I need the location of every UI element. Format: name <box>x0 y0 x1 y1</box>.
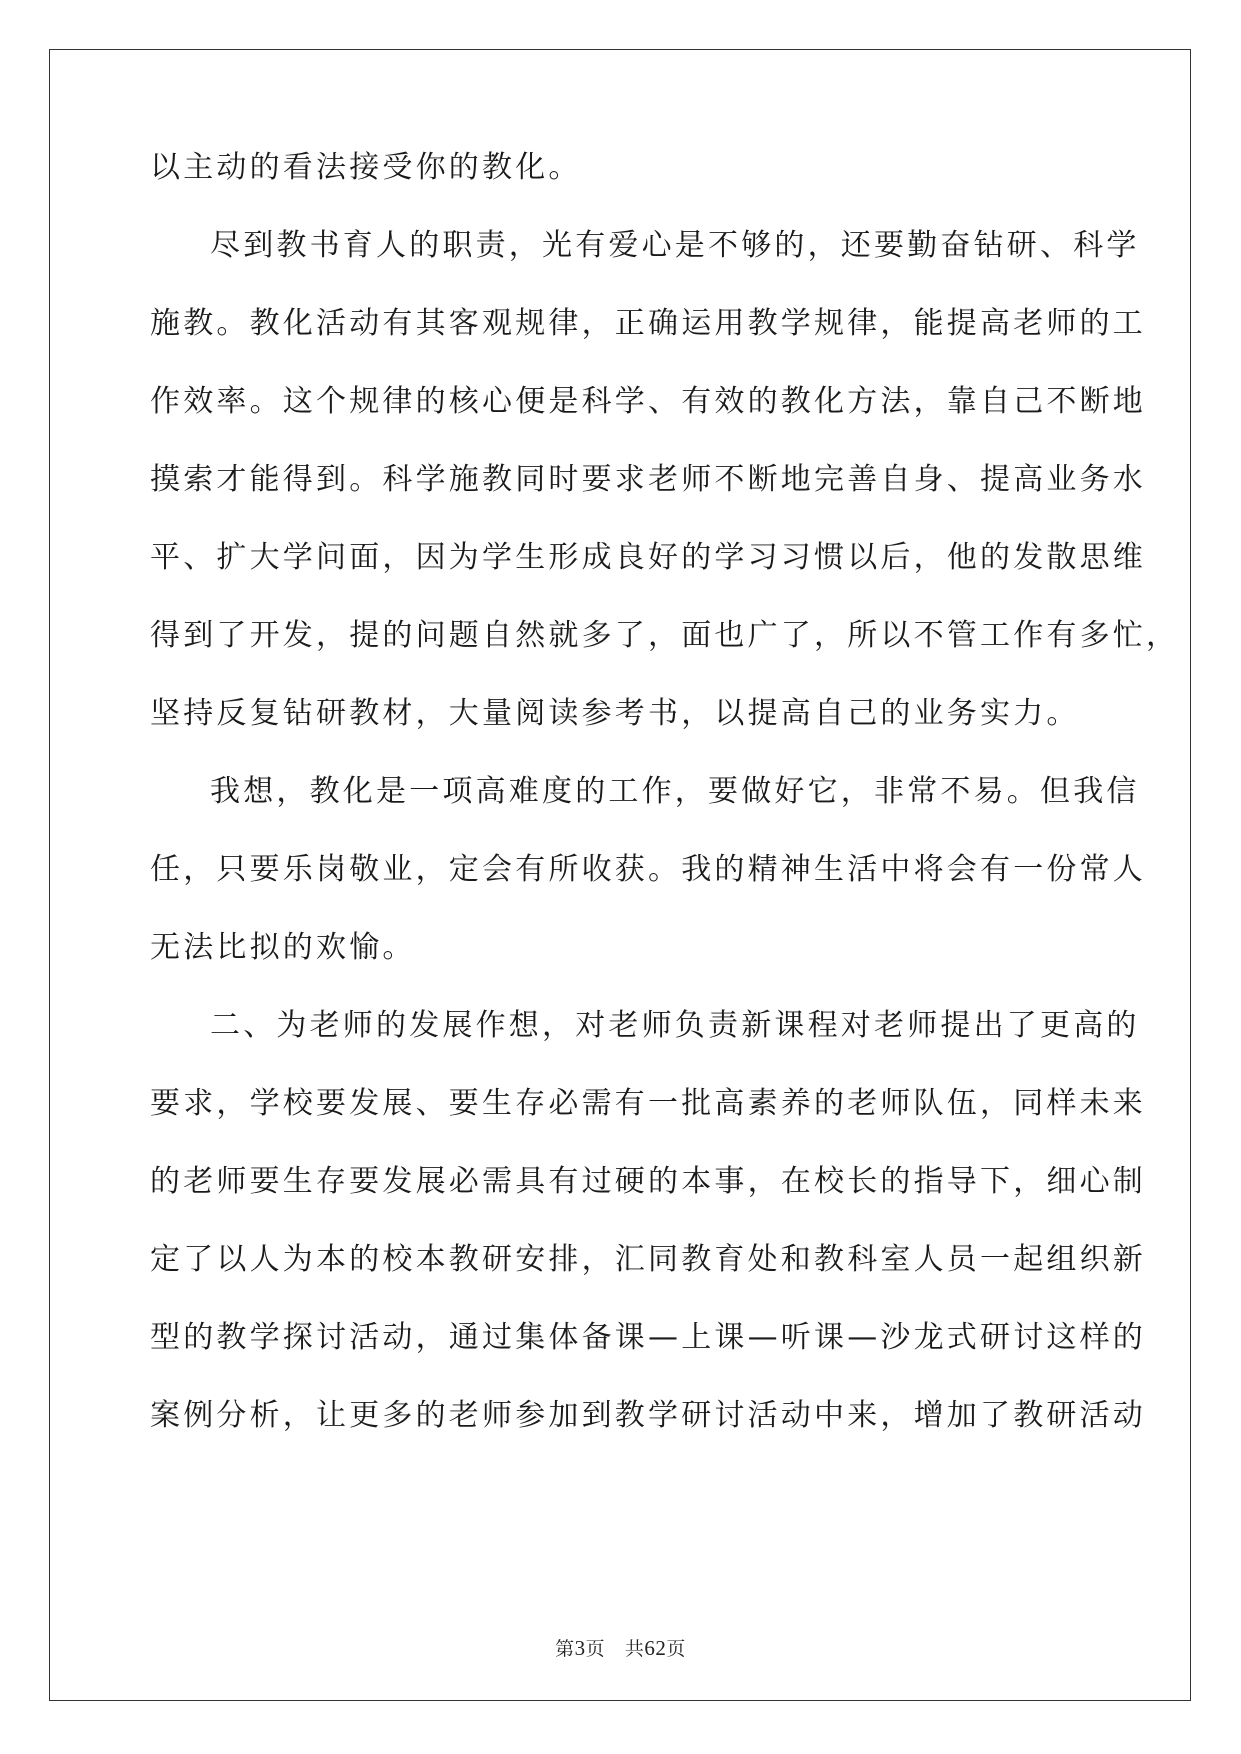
page-number: 3 <box>574 1636 586 1660</box>
text-line: 得到了开发，提的问题自然就多了，面也广了，所以不管工作有多忙， <box>150 618 1180 653</box>
text-line: 坚持反复钻研教材，大量阅读参考书，以提高自己的业务实力。 <box>150 696 1080 731</box>
text-line: 案例分析，让更多的老师参加到教学研讨活动中来，增加了教研活动 <box>150 1398 1146 1433</box>
text-line: 无法比拟的欢愉。 <box>150 930 416 965</box>
text-line: 尽到教书育人的职责，光有爱心是不够的，还要勤奋钻研、科学 <box>210 228 1140 263</box>
text-line: 任，只要乐岗敬业，定会有所收获。我的精神生活中将会有一份常人 <box>150 852 1146 887</box>
page-suffix: 页 <box>585 1638 606 1660</box>
text-line: 型的教学探讨活动，通过集体备课—上课—听课—沙龙式研讨这样的 <box>150 1320 1146 1355</box>
text-line: 施教。教化活动有其客观规律，正确运用教学规律，能提高老师的工 <box>150 306 1146 341</box>
total-prefix: 共 <box>624 1638 645 1660</box>
text-line: 摸索才能得到。科学施教同时要求老师不断地完善自身、提高业务水 <box>150 462 1146 497</box>
text-line: 以主动的看法接受你的教化。 <box>150 150 582 185</box>
text-line: 要求，学校要发展、要生存必需有一批高素养的老师队伍，同样未来 <box>150 1086 1146 1121</box>
total-pages: 62 <box>644 1636 667 1660</box>
text-line: 作效率。这个规律的核心便是科学、有效的教化方法，靠自己不断地 <box>150 384 1146 419</box>
page-prefix: 第 <box>555 1638 575 1660</box>
text-line: 二、为老师的发展作想，对老师负责新课程对老师提出了更高的 <box>210 1008 1140 1043</box>
text-line: 定了以人为本的校本教研安排，汇同教育处和教科室人员一起组织新 <box>150 1242 1146 1277</box>
text-line: 的老师要生存要发展必需具有过硬的本事，在校长的指导下，细心制 <box>150 1164 1146 1199</box>
text-line: 我想，教化是一项高难度的工作，要做好它，非常不易。但我信 <box>210 774 1140 809</box>
total-suffix: 页 <box>666 1638 686 1660</box>
text-line: 平、扩大学问面，因为学生形成良好的学习习惯以后，他的发散思维 <box>150 540 1146 575</box>
page-footer <box>0 1634 1241 1661</box>
